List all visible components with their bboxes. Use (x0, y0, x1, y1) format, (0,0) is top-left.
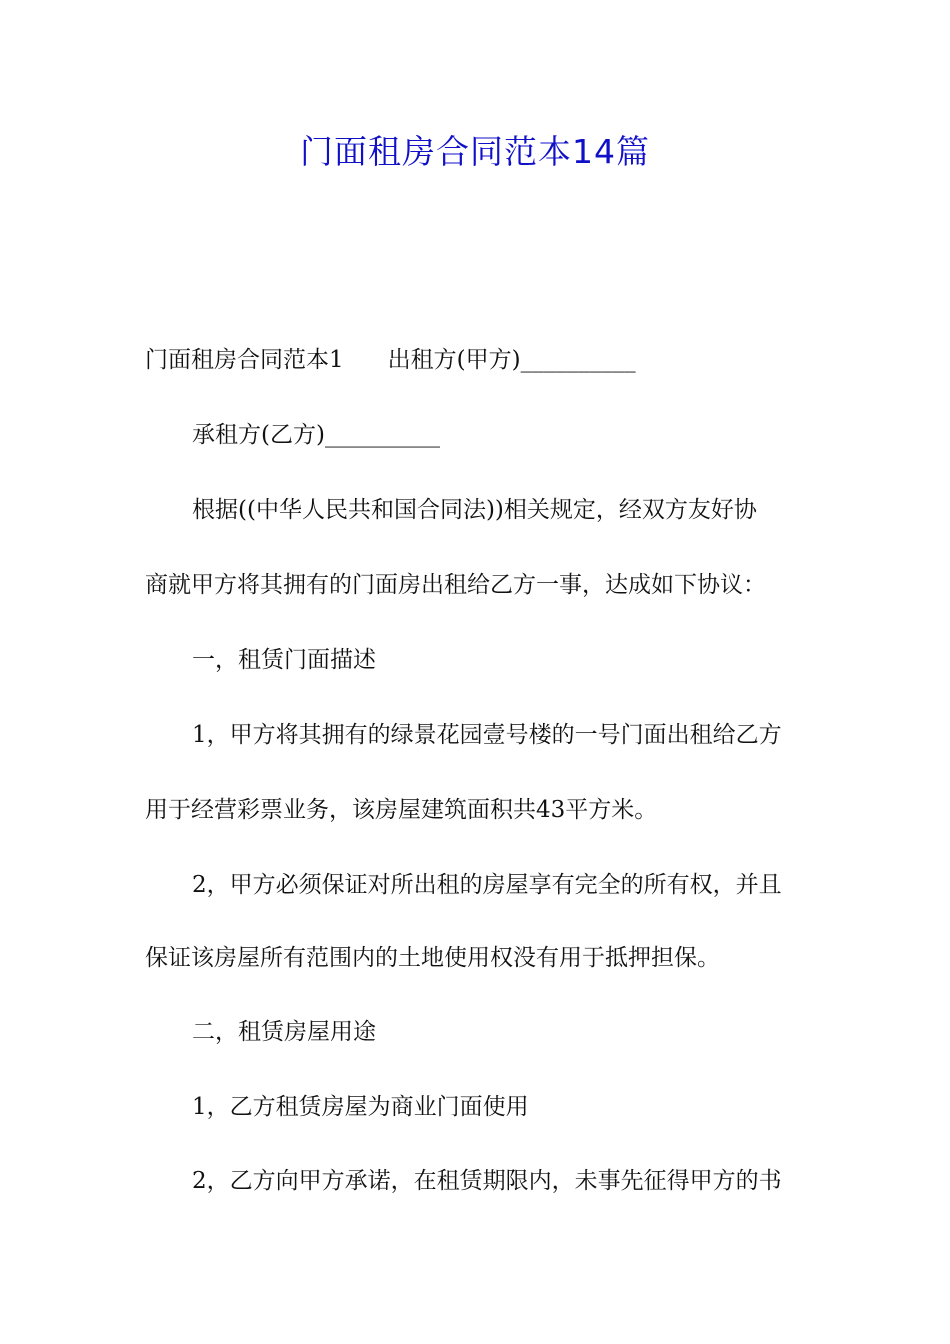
document-title: 门面租房合同范本14篇 (300, 132, 650, 171)
paragraph-line: 商就甲方将其拥有的门面房出租给乙方一事，达成如下协议： (145, 572, 766, 598)
clause-heading: 一，租赁门面描述 (192, 647, 376, 673)
lessor-field: 出租方(甲方)__________ (387, 347, 636, 373)
paragraph-line: 2，乙方向甲方承诺，在租赁期限内，未事先征得甲方的书 (192, 1168, 782, 1194)
clause-heading: 二，租赁房屋用途 (192, 1019, 376, 1045)
paragraph-line: 根据((中华人民共和国合同法))相关规定，经双方友好协 (192, 497, 757, 523)
paragraph-line: 2，甲方必须保证对所出租的房屋享有完全的所有权，并且 (192, 872, 782, 898)
paragraph-line: 1，乙方租赁房屋为商业门面使用 (192, 1094, 529, 1120)
paragraph-line (145, 345, 636, 375)
paragraph-line: 用于经营彩票业务，该房屋建筑面积共43平方米。 (145, 797, 658, 823)
lessee-field: 承租方(乙方)__________ (192, 422, 440, 448)
section-heading: 门面租房合同范本1 (145, 347, 344, 373)
paragraph-line: 1，甲方将其拥有的绿景花园壹号楼的一号门面出租给乙方 (192, 722, 782, 748)
paragraph-line: 保证该房屋所有范围内的土地使用权没有用于抵押担保。 (145, 945, 720, 971)
